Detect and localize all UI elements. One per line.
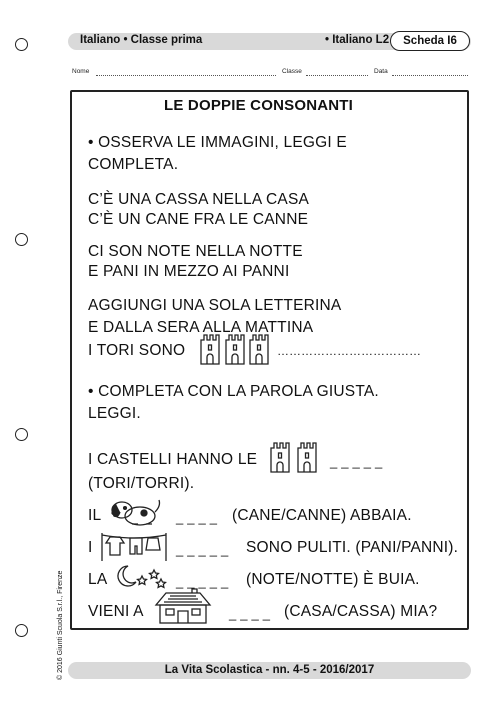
exercise-5-blank[interactable]: _ _ _ _ [229, 606, 271, 621]
date-field[interactable] [392, 75, 468, 76]
exercise-title: LE DOPPIE CONSONANTI [164, 97, 354, 114]
exercise-2-blank[interactable]: _ _ _ _ [176, 510, 218, 525]
exercise-3-text: I [88, 539, 93, 556]
date-label: Data [374, 68, 388, 75]
exercise-5-options: (CASA/CASSA) MIA? [284, 603, 438, 620]
binder-hole-1 [15, 38, 28, 51]
tower-icon [199, 332, 271, 366]
exercise-4-text: LA [88, 571, 108, 588]
exercise-4-options: (NOTE/NOTTE) È BUIA. [246, 571, 420, 588]
instruction-1-line-2: COMPLETA. [88, 156, 179, 173]
poem-line-2: C’È UN CANE FRA LE CANNE [88, 211, 309, 228]
instruction-2-line-2: LEGGI. [88, 405, 141, 422]
header-subject: Italiano • Classe prima [80, 34, 203, 46]
binder-hole-2 [15, 233, 28, 246]
footer-bar: La Vita Scolastica - nn. 4-5 - 2016/2017 [68, 662, 471, 679]
poem-line-5: AGGIUNGI UNA SOLA LETTERINA [88, 297, 342, 314]
header-course: • Italiano L2 [325, 34, 390, 46]
instruction-1-line-1: • OSSERVA LE IMMAGINI, LEGGI E [88, 134, 347, 151]
binder-hole-4 [15, 624, 28, 637]
copyright-notice: © 2016 Giunti Scuola S.r.l., Firenze [57, 570, 64, 680]
class-label: Classe [282, 68, 302, 75]
poem-line-1: C’È UNA CASSA NELLA CASA [88, 191, 310, 208]
exercise-3-options: SONO PULITI. (PANI/PANNI). [246, 539, 459, 556]
class-field[interactable] [306, 75, 368, 76]
binder-hole-3 [15, 428, 28, 441]
dog-icon [108, 496, 164, 530]
exercise-2-text: IL [88, 507, 102, 524]
poem-line-3: CI SON NOTE NELLA NOTTE [88, 243, 303, 260]
instruction-2-line-1: • COMPLETA CON LA PAROLA GIUSTA. [88, 383, 379, 400]
sheet-badge: Scheda I6 [390, 31, 470, 51]
name-label: Nome [72, 68, 90, 75]
exercise-3-blank[interactable]: _ _ _ _ _ [176, 542, 229, 557]
poem-line-6: E DALLA SERA ALLA MATTINA [88, 319, 314, 336]
exercise-4-blank[interactable]: _ _ _ _ _ [176, 574, 229, 589]
exercise-1-text: I CASTELLI HANNO LE [88, 451, 258, 468]
house-icon [152, 589, 214, 625]
exercise-1-blank[interactable]: _ _ _ _ _ [330, 454, 383, 469]
poem-line-7: I TORI SONO [88, 342, 186, 359]
exercise-1-options: (TORI/TORRI). [88, 475, 195, 492]
name-field[interactable] [96, 75, 276, 76]
moon-stars-icon [114, 562, 168, 590]
tower-icon [269, 440, 323, 474]
poem-blank[interactable]: ……………………………… [277, 344, 421, 358]
poem-line-4: E PANI IN MEZZO AI PANNI [88, 263, 290, 280]
exercise-card [70, 90, 469, 630]
exercise-2-options: (CANE/CANNE) ABBAIA. [232, 507, 412, 524]
exercise-5-text: VIENI A [88, 603, 144, 620]
clothesline-icon [100, 529, 170, 563]
